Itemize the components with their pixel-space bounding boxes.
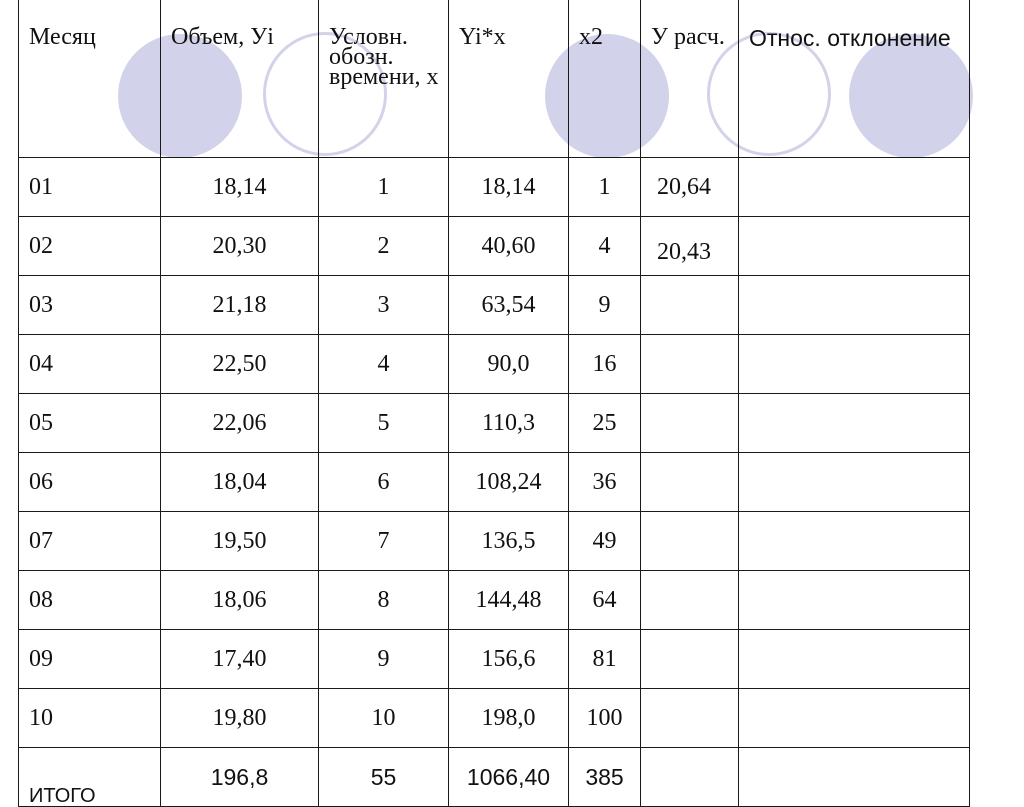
cell-relative-deviation [739, 217, 970, 276]
cell-y-calc [641, 394, 739, 453]
cell-y-calc [641, 689, 739, 748]
cell-yx: 110,3 [449, 394, 569, 453]
cell-x: 3 [319, 276, 449, 335]
cell-yx: 63,54 [449, 276, 569, 335]
cell-x: 2 [319, 217, 449, 276]
table-row [19, 276, 970, 335]
cell-relative-deviation [739, 689, 970, 748]
header-time-code: Условн. обозн. времени, х [319, 0, 449, 158]
cell-x2: 36 [569, 453, 641, 512]
cell-yx: 156,6 [449, 630, 569, 689]
table-header-row [19, 0, 970, 158]
table-row [19, 394, 970, 453]
header-y-calc: У расч. [641, 0, 739, 158]
cell-volume: 22,50 [161, 335, 319, 394]
header-volume: Объем, Уi [161, 0, 319, 158]
cell-x2: 1 [569, 158, 641, 217]
cell-month: 01 [19, 158, 161, 217]
cell-month: 09 [19, 630, 161, 689]
header-relative-deviation: Относ. отклонение [739, 0, 970, 158]
total-yx: 1066,40 [449, 748, 569, 807]
table-row [19, 689, 970, 748]
cell-yx: 136,5 [449, 512, 569, 571]
cell-month: 05 [19, 394, 161, 453]
cell-x: 9 [319, 630, 449, 689]
cell-yx: 40,60 [449, 217, 569, 276]
cell-volume: 18,14 [161, 158, 319, 217]
total-relative-deviation [739, 748, 970, 807]
cell-volume: 20,30 [161, 217, 319, 276]
table-row [19, 630, 970, 689]
cell-month: 04 [19, 335, 161, 394]
cell-volume: 17,40 [161, 630, 319, 689]
table-row [19, 571, 970, 630]
cell-volume: 22,06 [161, 394, 319, 453]
cell-x2: 4 [569, 217, 641, 276]
cell-x: 7 [319, 512, 449, 571]
cell-y-calc-value: 20,43 [657, 239, 711, 265]
cell-relative-deviation [739, 335, 970, 394]
cell-volume: 21,18 [161, 276, 319, 335]
cell-month: 08 [19, 571, 161, 630]
cell-volume: 19,50 [161, 512, 319, 571]
cell-volume: 19,80 [161, 689, 319, 748]
cell-relative-deviation [739, 453, 970, 512]
cell-x: 5 [319, 394, 449, 453]
header-yx: Yi*x [449, 0, 569, 158]
cell-x2: 100 [569, 689, 641, 748]
cell-x2: 64 [569, 571, 641, 630]
cell-relative-deviation [739, 394, 970, 453]
cell-yx: 144,48 [449, 571, 569, 630]
cell-relative-deviation [739, 158, 970, 217]
cell-yx: 198,0 [449, 689, 569, 748]
table-total-row [19, 748, 970, 807]
cell-y-calc [641, 571, 739, 630]
table-row [19, 158, 970, 217]
table-row [19, 335, 970, 394]
table-row [19, 217, 970, 276]
cell-x: 6 [319, 453, 449, 512]
total-x: 55 [319, 748, 449, 807]
cell-month: 06 [19, 453, 161, 512]
header-month: Месяц [19, 0, 161, 158]
total-label: ИТОГО [19, 748, 161, 807]
cell-yx: 18,14 [449, 158, 569, 217]
cell-y-calc: 20,64 [641, 158, 739, 217]
header-x2: х2 [569, 0, 641, 158]
total-volume: 196,8 [161, 748, 319, 807]
cell-month: 10 [19, 689, 161, 748]
cell-yx: 90,0 [449, 335, 569, 394]
cell-relative-deviation [739, 630, 970, 689]
cell-relative-deviation [739, 512, 970, 571]
cell-relative-deviation [739, 276, 970, 335]
cell-y-calc [641, 335, 739, 394]
cell-y-calc [641, 217, 739, 276]
total-y-calc [641, 748, 739, 807]
cell-volume: 18,04 [161, 453, 319, 512]
total-x2: 385 [569, 748, 641, 807]
table-row [19, 512, 970, 571]
cell-x2: 49 [569, 512, 641, 571]
cell-x2: 9 [569, 276, 641, 335]
cell-x: 8 [319, 571, 449, 630]
table-row [19, 453, 970, 512]
cell-month: 03 [19, 276, 161, 335]
cell-x2: 81 [569, 630, 641, 689]
regression-table [18, 0, 970, 807]
cell-y-calc [641, 276, 739, 335]
cell-yx: 108,24 [449, 453, 569, 512]
cell-volume: 18,06 [161, 571, 319, 630]
cell-month: 02 [19, 217, 161, 276]
cell-x: 10 [319, 689, 449, 748]
cell-y-calc [641, 453, 739, 512]
cell-x: 1 [319, 158, 449, 217]
cell-x2: 16 [569, 335, 641, 394]
cell-y-calc [641, 630, 739, 689]
cell-x: 4 [319, 335, 449, 394]
cell-relative-deviation [739, 571, 970, 630]
cell-y-calc [641, 512, 739, 571]
cell-x2: 25 [569, 394, 641, 453]
cell-month: 07 [19, 512, 161, 571]
